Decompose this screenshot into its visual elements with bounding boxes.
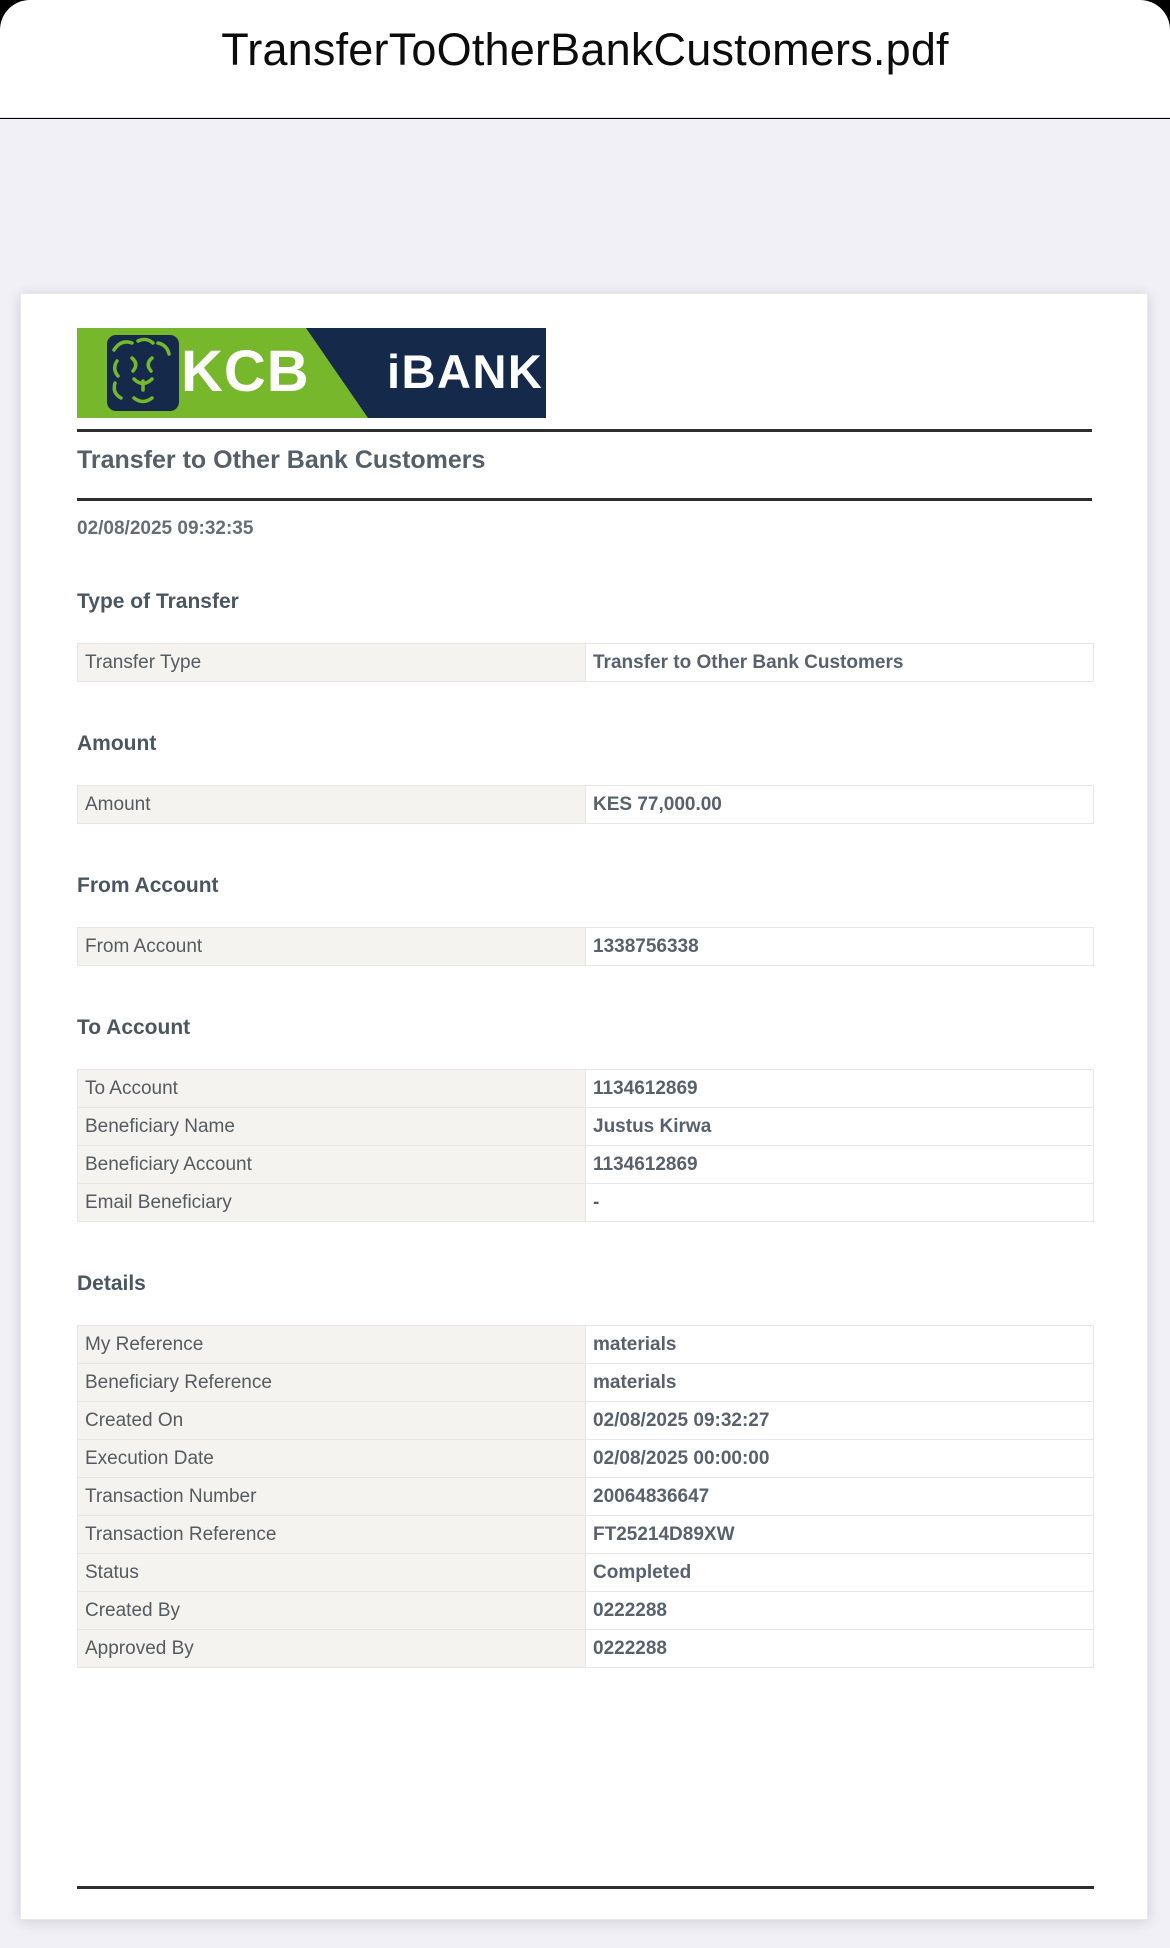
section-heading-amount: Amount (77, 732, 157, 755)
field-value: - (586, 1184, 1094, 1222)
row-transaction-number (78, 1478, 1094, 1516)
row-execution-date (78, 1440, 1094, 1478)
field-label: Transaction Reference (78, 1516, 586, 1554)
row-beneficiary-account (78, 1146, 1094, 1184)
section-heading-type-of-transfer: Type of Transfer (77, 590, 239, 613)
row-email-beneficiary (78, 1184, 1094, 1222)
section-table-details (77, 1325, 1094, 1668)
section-table-from-account (77, 927, 1094, 966)
field-label: Execution Date (78, 1440, 586, 1478)
field-value: 0222288 (586, 1592, 1094, 1630)
status-value: Completed (586, 1554, 1094, 1592)
row-approved-by (78, 1630, 1094, 1668)
preview-title-bar (0, 0, 1170, 118)
field-label: Approved By (78, 1630, 586, 1668)
kcb-lion-icon (107, 335, 179, 416)
field-label: My Reference (78, 1326, 586, 1364)
section-heading-to-account: To Account (77, 1016, 191, 1039)
logo-ibank-text: iBANK (387, 345, 544, 398)
field-label: Transaction Number (78, 1478, 586, 1516)
field-label: Amount (78, 786, 586, 824)
logo-kcb-text: KCB (181, 339, 310, 404)
field-value: 20064836647 (586, 1478, 1094, 1516)
pdf-page (20, 293, 1148, 1920)
field-label: Beneficiary Name (78, 1108, 586, 1146)
field-value: 1338756338 (586, 928, 1094, 966)
field-value: 1134612869 (586, 1146, 1094, 1184)
kcb-ibank-logo (77, 328, 546, 418)
field-value: 02/08/2025 09:32:27 (586, 1402, 1094, 1440)
row-status (78, 1554, 1094, 1592)
field-value: materials (586, 1364, 1094, 1402)
row-beneficiary-name (78, 1108, 1094, 1146)
section-table-type-of-transfer (77, 643, 1094, 682)
field-label: Beneficiary Reference (78, 1364, 586, 1402)
pdf-page-content (21, 328, 1147, 1948)
document-heading: Transfer to Other Bank Customers (77, 446, 486, 474)
row-beneficiary-reference (78, 1364, 1094, 1402)
row-from-account (78, 928, 1094, 966)
field-label: From Account (78, 928, 586, 966)
field-label: Email Beneficiary (78, 1184, 586, 1222)
field-label: To Account (78, 1070, 586, 1108)
divider-rule-under-heading (77, 498, 1092, 501)
field-value: Transfer to Other Bank Customers (586, 644, 1094, 682)
field-label: Created On (78, 1402, 586, 1440)
field-label: Created By (78, 1592, 586, 1630)
row-amount (78, 786, 1094, 824)
row-created-on (78, 1402, 1094, 1440)
divider-rule-top (77, 429, 1092, 432)
field-value: KES 77,000.00 (586, 786, 1094, 824)
field-value: materials (586, 1326, 1094, 1364)
field-label: Transfer Type (78, 644, 586, 682)
field-label: Beneficiary Account (78, 1146, 586, 1184)
row-my-reference (78, 1326, 1094, 1364)
field-value: 1134612869 (586, 1070, 1094, 1108)
section-heading-from-account: From Account (77, 874, 219, 897)
field-label: Status (78, 1554, 586, 1592)
field-value: Justus Kirwa (586, 1108, 1094, 1146)
field-value: 0222288 (586, 1630, 1094, 1668)
field-value: 02/08/2025 00:00:00 (586, 1440, 1094, 1478)
row-to-account (78, 1070, 1094, 1108)
document-filename: TransferToOtherBankCustomers.pdf (221, 24, 949, 75)
document-timestamp: 02/08/2025 09:32:35 (77, 518, 254, 539)
section-heading-details: Details (77, 1272, 146, 1295)
divider-rule-footer (77, 1886, 1094, 1889)
row-transfer-type (78, 644, 1094, 682)
field-value: FT25214D89XW (586, 1516, 1094, 1554)
section-table-amount (77, 785, 1094, 824)
row-created-by (78, 1592, 1094, 1630)
row-transaction-reference (78, 1516, 1094, 1554)
section-table-to-account (77, 1069, 1094, 1222)
